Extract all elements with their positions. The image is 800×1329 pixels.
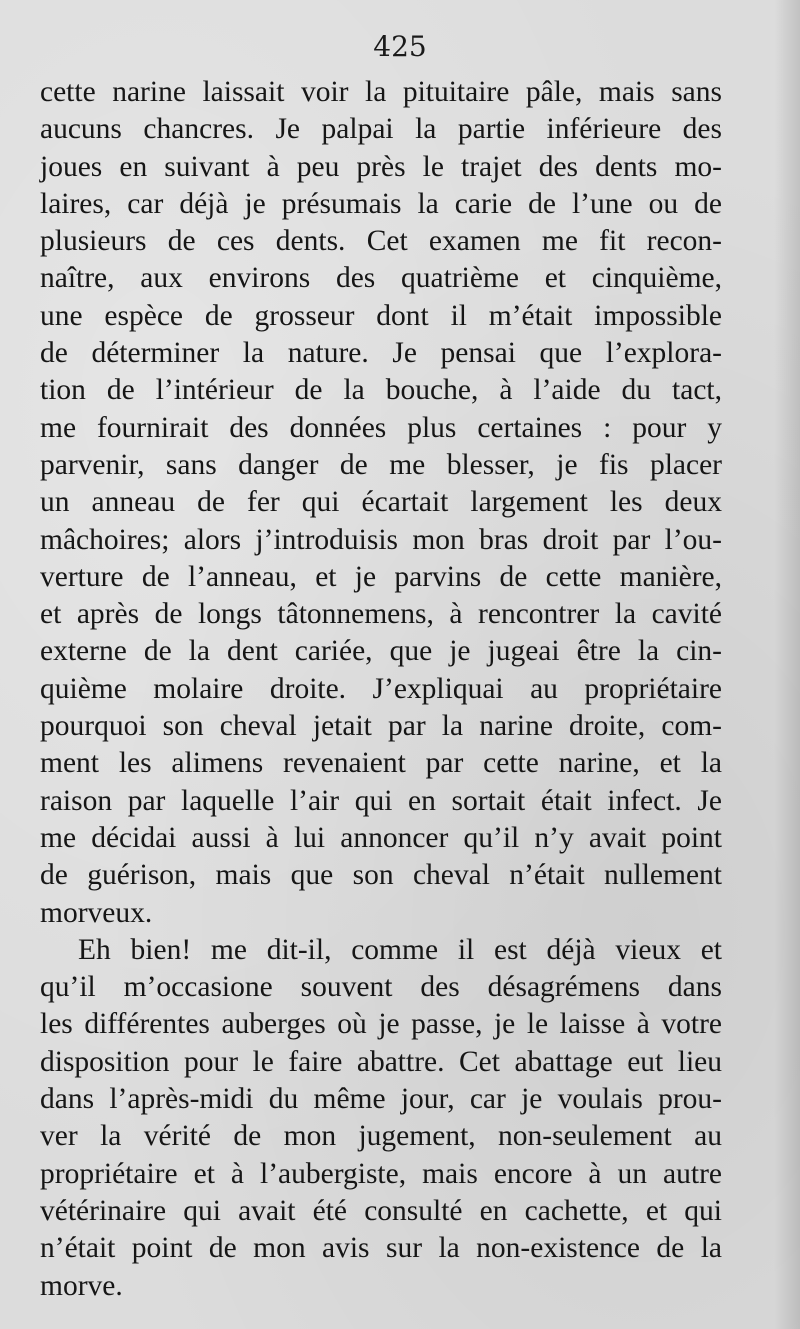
text-line: n’était point de mon avis sur la non-existence de la (40, 1232, 722, 1265)
text-line: raison par laquelle l’air qui en sortait était infect. Je (40, 784, 722, 817)
text-line: de guérison, mais que son cheval n’était nullement (40, 859, 722, 892)
text-line: plusieurs de ces dents. Cet examen me fit recon- (40, 225, 722, 258)
text-line: Eh bien! me dit-il, comme il est déjà vieux et (78, 933, 722, 966)
text-line: dans l’après-midi du même jour, car je voulais prou- (40, 1083, 722, 1116)
page-number: 425 (373, 30, 427, 63)
text-line: cette narine laissait voir la pituitaire pâle, mais sans (40, 76, 722, 108)
text-line: une espèce de grosseur dont il m’était impossible (40, 299, 722, 332)
text-line: disposition pour le faire abattre. Cet abattage eut lieu (40, 1045, 722, 1078)
text-line: me décidai aussi à lui annoncer qu’il n’y avait point (40, 821, 722, 854)
text-line: ment les alimens revenaient par cette narine, et la (40, 747, 722, 780)
text-line: de déterminer la nature. Je pensai que l’explora- (40, 337, 722, 370)
text-line: joues en suivant à peu près le trajet des dents mo- (40, 150, 722, 183)
text-line: parvenir, sans danger de me blesser, je fis placer (40, 448, 722, 481)
text-line: propriétaire et à l’aubergiste, mais encore à un autre (40, 1157, 722, 1190)
text-line: verture de l’anneau, et je parvins de cette manière, (40, 560, 722, 593)
text-line: quième molaire droite. J’expliquai au propriétaire (40, 672, 722, 705)
text-line: tion de l’intérieur de la bouche, à l’aide du tact, (40, 374, 722, 407)
text-line: morve. (40, 1269, 123, 1302)
text-line: pourquoi son cheval jetait par la narine droite, com- (40, 710, 722, 743)
text-line: externe de la dent cariée, que je jugeai être la cin- (40, 635, 722, 668)
text-line: les différentes auberges où je passe, je le laisse à votre (40, 1008, 722, 1041)
text-line: et après de longs tâtonnemens, à rencontrer la cavité (40, 598, 722, 631)
text-line: me fournirait des données plus certaines : pour y (40, 411, 722, 444)
text-line: qu’il m’occasione souvent des désagrémens dans (40, 971, 722, 1004)
text-line: un anneau de fer qui écartait largement les deux (40, 486, 722, 519)
text-line: aucuns chancres. Je palpai la partie inférieure des (40, 113, 722, 146)
text-line: vétérinaire qui avait été consulté en cachette, et qui (40, 1194, 722, 1227)
body-text (40, 74, 722, 1305)
text-line: laires, car déjà je présumais la carie de l’une ou de (40, 187, 722, 220)
text-line: mâchoires; alors j’introduisis mon bras droit par l’ou- (40, 523, 722, 556)
text-line: ver la vérité de mon jugement, non-seulement au (40, 1120, 722, 1153)
text-line: naître, aux environs des quatrième et cinquième, (40, 262, 722, 295)
text-line: morveux. (40, 896, 153, 929)
page-edge-shadow (774, 0, 800, 1329)
